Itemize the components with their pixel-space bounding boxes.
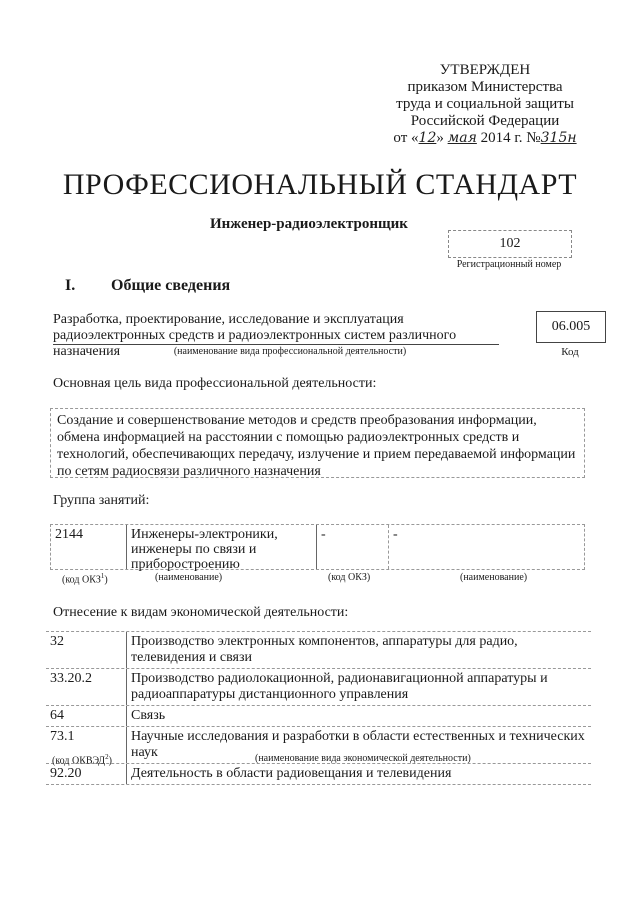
okved-name: Производство электронных компонентов, аппаратуры для радио, телевидения и связи <box>126 632 591 668</box>
economic-label: Отнесение к видам экономической деятельности: <box>53 605 349 620</box>
section-number: I. <box>65 277 76 294</box>
group-caption-name1: (наименование) <box>155 572 223 583</box>
approval-date-line <box>360 130 610 147</box>
activity-caption: (наименование вида профессиональной деятельности) <box>173 346 407 357</box>
registration-caption: Регистрационный номер <box>456 259 562 270</box>
group-name2-cell: - <box>388 525 584 569</box>
okved-code: 33.20.2 <box>50 671 92 686</box>
activity-code-caption: Код <box>561 346 579 358</box>
okved-name: Связь <box>126 706 591 726</box>
date-year: 2014 г. № <box>480 130 541 146</box>
group-caption-code1: (код ОКЗ$^1$) <box>62 572 108 586</box>
section-title: Общие сведения <box>111 277 231 294</box>
group-label: Группа занятий: <box>53 493 150 508</box>
economic-caption-name: (наименование вида экономической деятельности) <box>255 753 471 764</box>
okved-code: 73.1 <box>50 729 75 744</box>
approval-heading: УТВЕРЖДЕН <box>439 62 531 78</box>
table-row <box>46 631 591 668</box>
group-caption-code2: (код ОКЗ) <box>328 572 371 583</box>
group-caption-name2: (наименование) <box>460 572 528 583</box>
activity-underline <box>53 344 499 345</box>
table-row <box>46 705 591 726</box>
approval-block <box>360 62 610 147</box>
date-prefix: от « <box>393 130 419 146</box>
table-row <box>46 668 591 705</box>
goal-label: Основная цель вида профессиональной деятельности: <box>53 376 377 391</box>
activity-code-box: 06.005 <box>536 311 606 343</box>
occupation-group-table <box>50 524 585 570</box>
approval-ministry-line: труда и социальной защиты <box>396 96 574 112</box>
group-code-cell: 2144 <box>55 527 83 542</box>
approval-country-line: Российской Федерации <box>410 113 560 129</box>
group-name-cell: Инженеры-электроники, инженеры по связи и приборостроению <box>126 525 316 569</box>
activity-name: Разработка, проектирование, исследование и эксплуатация радиоэлектронных средств и радиоэлектронных систем различного назначения <box>53 312 457 359</box>
okved-name: Производство радиолокационной, радионавигационной аппаратуры и радиоаппаратуры дистанционного управления <box>126 669 591 705</box>
okved-code: 92.20 <box>50 766 82 781</box>
registration-number-box: 102 <box>448 230 572 258</box>
okved-name: Научные исследования и разработки в области естественных и технических наук <box>126 727 591 763</box>
date-day: 12 <box>418 130 437 146</box>
economic-caption-code: (код ОКВЭД$^2$) <box>52 753 112 767</box>
okved-name: Деятельность в области радиовещания и телевидения <box>126 764 591 784</box>
goal-text: Создание и совершенствование методов и средств преобразования информации, обмена информацией на расстоянии с помощью радиоэлектронных средств и технологий, обеспечивающих передачу, излучение и прием передаваемой информации по сетям радиосвязи различного назначения <box>50 408 585 478</box>
okved-code: 64 <box>50 708 64 723</box>
profession-name: Инженер-радиоэлектронщик <box>210 216 408 232</box>
approval-order-line: приказом Министерства <box>407 79 563 95</box>
group-code2-cell: - <box>316 525 388 569</box>
okved-code: 32 <box>50 634 64 649</box>
date-mid: » <box>436 130 444 146</box>
table-row <box>46 763 591 785</box>
order-number: 315н <box>540 130 577 146</box>
date-month: мая <box>447 130 477 146</box>
page-title: ПРОФЕССИОНАЛЬНЫЙ СТАНДАРТ <box>62 168 578 201</box>
